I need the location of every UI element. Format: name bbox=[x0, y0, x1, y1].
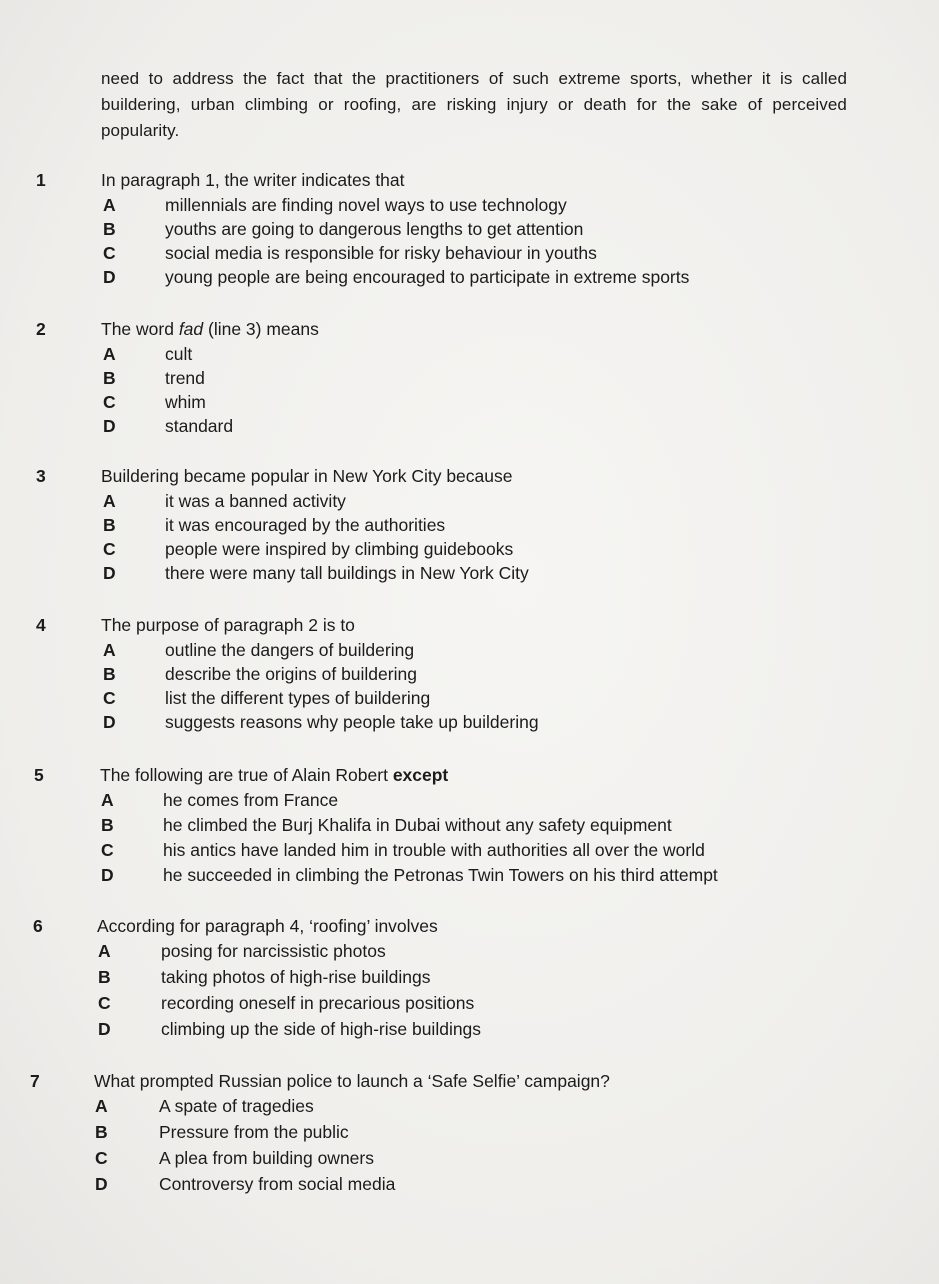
option-letter: D bbox=[103, 712, 116, 732]
option-letter: C bbox=[103, 392, 116, 412]
question-number: 5 bbox=[34, 765, 44, 785]
option-text: posing for narcissistic photos bbox=[161, 941, 386, 961]
option-text: recording oneself in precarious positions bbox=[161, 993, 475, 1013]
option-letter: A bbox=[103, 195, 116, 215]
stem-text-before: The word bbox=[101, 319, 179, 339]
question-number: 3 bbox=[36, 466, 46, 486]
question-number: 1 bbox=[36, 170, 46, 190]
question-number: 4 bbox=[36, 615, 46, 635]
option-text: millennials are finding novel ways to use technology bbox=[165, 195, 567, 215]
option-letter: B bbox=[101, 815, 114, 835]
option-letter: B bbox=[103, 219, 116, 239]
question-number: 2 bbox=[36, 319, 46, 339]
question-stem: The purpose of paragraph 2 is to bbox=[101, 615, 355, 635]
question-number: 6 bbox=[33, 916, 43, 936]
question-stem: In paragraph 1, the writer indicates that bbox=[101, 170, 405, 190]
option-text: Controversy from social media bbox=[159, 1174, 396, 1194]
question-stem bbox=[101, 319, 319, 340]
option-letter: D bbox=[103, 563, 116, 583]
stem-italic-word: fad bbox=[178, 319, 204, 339]
option-text: there were many tall buildings in New York City bbox=[165, 563, 529, 583]
option-text: standard bbox=[165, 416, 234, 436]
option-letter: A bbox=[95, 1096, 108, 1116]
option-letter: C bbox=[98, 993, 111, 1013]
option-letter: A bbox=[103, 344, 116, 364]
stem-bold-word: except bbox=[392, 765, 449, 785]
option-letter: D bbox=[103, 416, 116, 436]
option-text: it was a banned activity bbox=[165, 491, 346, 511]
option-text: climbing up the side of high-rise buildings bbox=[161, 1019, 482, 1039]
option-text: he comes from France bbox=[163, 790, 339, 810]
option-letter: B bbox=[103, 515, 116, 535]
option-text: cult bbox=[165, 344, 193, 364]
option-letter: A bbox=[98, 941, 111, 961]
option-letter: C bbox=[103, 539, 116, 559]
option-letter: D bbox=[98, 1019, 111, 1039]
option-text: suggests reasons why people take up buildering bbox=[165, 712, 539, 732]
question-stem: Buildering became popular in New York City because bbox=[101, 466, 513, 486]
stem-text-after: (line 3) means bbox=[203, 319, 319, 339]
option-text: taking photos of high-rise buildings bbox=[161, 967, 431, 987]
option-letter: A bbox=[103, 640, 116, 660]
option-letter: C bbox=[101, 840, 114, 860]
question-stem: What prompted Russian police to launch a ‘Safe Selfie’ campaign? bbox=[94, 1071, 610, 1091]
intro-paragraph: need to address the fact that the practitioners of such extreme sports, whether it is called buildering, urban climbing or roofing, are risking injury or death for the sake of perceived popularity. bbox=[101, 69, 847, 140]
option-letter: D bbox=[95, 1174, 108, 1194]
option-letter: C bbox=[103, 688, 116, 708]
option-text: trend bbox=[165, 368, 205, 388]
option-letter: A bbox=[101, 790, 114, 810]
option-letter: C bbox=[95, 1148, 108, 1168]
option-text: social media is responsible for risky behaviour in youths bbox=[165, 243, 597, 263]
option-text: list the different types of buildering bbox=[165, 688, 431, 708]
option-letter: D bbox=[103, 267, 116, 287]
option-letter: B bbox=[103, 664, 116, 684]
option-text: young people are being encouraged to participate in extreme sports bbox=[165, 267, 690, 287]
option-text: whim bbox=[165, 392, 206, 412]
option-letter: B bbox=[95, 1122, 108, 1142]
option-letter: D bbox=[101, 865, 114, 885]
option-text: his antics have landed him in trouble with authorities all over the world bbox=[163, 840, 705, 860]
question-stem: According for paragraph 4, ‘roofing’ involves bbox=[97, 916, 438, 936]
option-text: A plea from building owners bbox=[159, 1148, 374, 1168]
option-text: people were inspired by climbing guidebooks bbox=[165, 539, 514, 559]
question-stem bbox=[100, 765, 448, 786]
option-letter: B bbox=[103, 368, 116, 388]
option-text: he climbed the Burj Khalifa in Dubai without any safety equipment bbox=[163, 815, 672, 835]
option-text: Pressure from the public bbox=[159, 1122, 349, 1142]
stem-text-before: The following are true of Alain Robert bbox=[100, 765, 393, 785]
option-letter: C bbox=[103, 243, 116, 263]
option-text: youths are going to dangerous lengths to get attention bbox=[165, 219, 584, 239]
option-text: outline the dangers of buildering bbox=[165, 640, 415, 660]
option-text: A spate of tragedies bbox=[159, 1096, 314, 1116]
option-letter: A bbox=[103, 491, 116, 511]
option-text: he succeeded in climbing the Petronas Twin Towers on his third attempt bbox=[163, 865, 718, 885]
option-letter: B bbox=[98, 967, 111, 987]
option-text: describe the origins of buildering bbox=[165, 664, 417, 684]
question-number: 7 bbox=[30, 1071, 40, 1091]
option-text: it was encouraged by the authorities bbox=[165, 515, 446, 535]
